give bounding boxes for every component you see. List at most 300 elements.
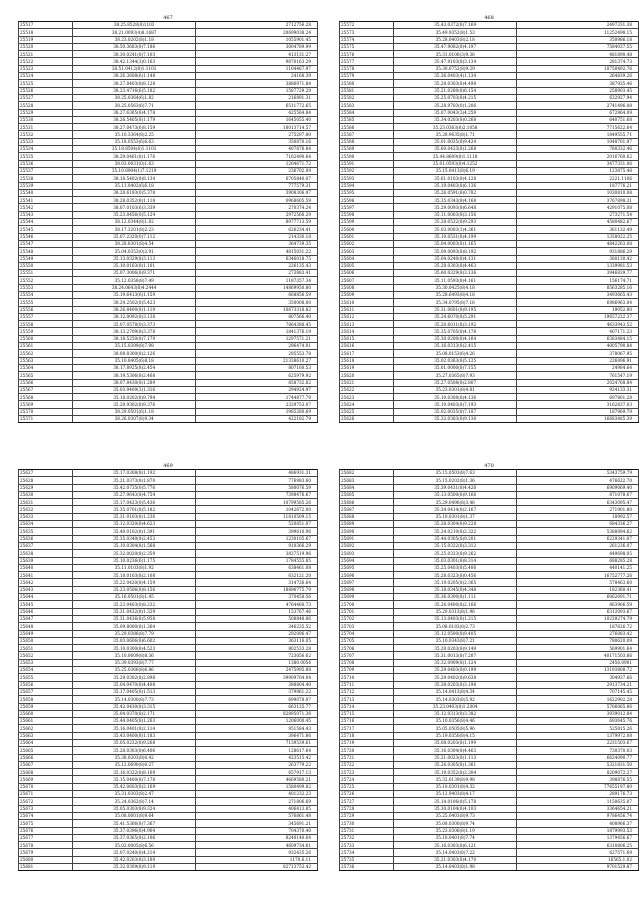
row-number-cell: 25519 [19,36,73,43]
code-cell: 35.05.0505(8)5.96 [394,725,517,732]
amount-cell: 10799585.26 [196,499,318,506]
row-number-cell: 25654 [19,667,73,674]
row-number-cell: 25726 [340,791,394,798]
amount-cell: 858732.82 [196,379,318,386]
amount-cell: 6705840.07 [196,175,318,182]
code-cell: 35.18.8504(6)1.1101 [73,146,196,153]
table-row [340,696,639,703]
code-cell: 35.12.0690(8)0.27 [73,761,196,768]
row-number-cell: 25608 [340,284,394,291]
amount-cell: 730370.03 [517,747,639,754]
amount-cell: 2016760.62 [517,153,639,160]
code-cell: 38.50.3683(8)7.186 [73,43,196,50]
table-row [19,732,318,739]
code-cell: 35.16.0501(8)1.45 [73,594,196,601]
row-number-cell: 25597 [340,204,394,211]
row-number-cell: 25602 [340,240,394,247]
code-cell: 35.15.0322(8)3.312 [394,542,517,549]
amount-cell: 1104467.97 [196,65,318,72]
amount-cell: 263779.22 [196,761,318,768]
amount-cell: 580076.59 [196,484,318,491]
row-number-cell: 25559 [19,328,73,335]
amount-cell: 2497331.38 [517,22,639,29]
code-cell: 35.07.2320(0)7.112 [73,233,196,240]
row-number-cell: 25530 [19,116,73,123]
row-number-cell: 25555 [19,299,73,306]
amount-cell: 1206000.45 [196,718,318,725]
row-number-cell: 25632 [19,506,73,513]
table-row [340,204,639,211]
code-cell: 35.14.0106(8)5.178 [394,798,517,805]
table-row [340,94,639,101]
code-cell: 35.08.0300(8)9.74 [394,820,517,827]
amount-cell: 425564.84 [196,109,318,116]
code-cell: 38.25.0364(6)1.82 [73,94,196,101]
code-cell: 35.23.0363(8)2.1058 [394,124,517,131]
table-row [340,834,639,841]
row-number-cell: 25636 [19,535,73,542]
row-number-cell: 25584 [340,109,394,116]
table-row [340,579,639,586]
code-cell: 35.35.0701(8)5.182 [73,506,196,513]
amount-cell: 273883.41 [196,270,318,277]
table-row [340,637,639,644]
table-row [19,864,318,871]
table-row [340,211,639,218]
table-row [19,146,318,153]
code-cell: 35.15.0202(8)1.36 [394,477,517,484]
amount-cell: 1587729.29 [196,87,318,94]
row-number-cell: 25627 [19,470,73,477]
row-number-cell: 25545 [19,226,73,233]
amount-cell: 236702.09 [196,167,318,174]
table-row [340,379,639,386]
amount-cell: 520851.07 [196,521,318,528]
table-row [19,80,318,87]
table-row [19,645,318,652]
table-row [340,783,639,790]
code-cell: 35.38.0304(8)9.228 [394,521,517,528]
amount-cell: 761547.19 [517,372,639,379]
table-row [19,827,318,834]
table-row [19,856,318,863]
row-number-cell: 25558 [19,321,73,328]
table-row [19,470,318,477]
code-cell: 35.28.0303(8)4.498 [394,80,517,87]
row-number-cell: 25587 [340,131,394,138]
amount-cell: 4609734.61 [196,842,318,849]
amount-cell: 18896775.79 [196,586,318,593]
row-number-cell: 25641 [19,572,73,579]
amount-cell: 18013714.57 [196,124,318,131]
row-number-cell: 25622 [340,386,394,393]
row-number-cell: 25687 [340,506,394,513]
code-cell: 35.21.0373(8)1.870 [73,477,196,484]
table-row [340,262,639,269]
amount-cell: 6346018.75 [196,255,318,262]
row-number-cell: 25585 [340,116,394,123]
table-row [340,594,639,601]
code-cell: 35.10.0236(6)1.175 [73,557,196,564]
table-row [19,65,318,72]
table-row [340,725,639,732]
row-number-cell: 25734 [340,849,394,856]
code-cell: 35.10.0343(8)7.21 [394,637,517,644]
code-cell: 35.28.9703(0)1.206 [394,102,517,109]
row-number-cell: 25536 [19,160,73,167]
row-number-cell: 25583 [340,102,394,109]
table-row [340,703,639,710]
table-row [19,197,318,204]
table-row [19,542,318,549]
code-cell: 35.29.0386(8)7.79 [73,630,196,637]
amount-cell: 187969.79 [517,408,639,415]
row-number-cell: 25714 [340,703,394,710]
table-row [19,189,318,196]
table-row [19,834,318,841]
records-table [339,469,639,871]
table-row [340,372,639,379]
amount-cell: 187776.21 [517,182,639,189]
row-number-cell: 25599 [340,219,394,226]
table-row [19,58,318,65]
amount-cell: 632121.20 [196,572,318,579]
table-row [340,29,639,36]
table-row [340,364,639,371]
row-number-cell: 25735 [340,856,394,863]
row-number-cell: 25609 [340,291,394,298]
code-cell: 35.25.0403(8)9.73 [394,812,517,819]
table-row [19,572,318,579]
code-cell: 35.14.0303(8)5.92 [394,696,517,703]
table-row [19,594,318,601]
code-cell: 35.32.0909(8)1.124 [394,659,517,666]
amount-cell: 14869950.80 [196,284,318,291]
row-number-cell: 25688 [340,513,394,520]
code-cell: 35.24.0210(8)2.322 [394,528,517,535]
records-table [18,469,318,871]
row-number-cell: 25535 [19,153,73,160]
code-cell: 35.28.0323(8)0.456 [394,572,517,579]
code-cell: 35.10.0163(8)1.101 [73,262,196,269]
code-cell: 35.25.0366(8)6.86 [73,667,196,674]
amount-cell: 8563285.16 [517,284,639,291]
code-cell: 38.30.0241(8)7.103 [73,51,196,58]
table-row [19,696,318,703]
amount-cell: 388804.40 [196,681,318,688]
table-row [340,754,639,761]
code-cell: 35.14.0403(8)1.98 [394,864,517,871]
table-row [340,688,639,695]
table-row [19,710,318,717]
table-row [19,674,318,681]
amount-cell: 153767.46 [196,608,318,615]
row-number-cell: 25529 [19,109,73,116]
table-row [340,477,639,484]
code-cell: 35.10.0609(8)8.36 [73,652,196,659]
table-row [340,550,639,557]
amount-cell: 20699038.24 [196,29,318,36]
row-number-cell: 25528 [19,102,73,109]
table-row [340,248,639,255]
code-cell: 35.07.3006(8)9.371 [73,270,196,277]
code-cell: 35.10.0401(8)7.74 [394,834,517,841]
table-row [19,204,318,211]
row-number-cell: 25598 [340,211,394,218]
amount-cell: 16752777.26 [517,572,639,579]
table-row [19,623,318,630]
table-row [19,812,318,819]
row-number-cell: 25684 [340,484,394,491]
table-row [19,167,318,174]
code-cell: 35.34.0795(8)7.16 [394,299,517,306]
amount-cell: 13193808.72 [517,667,639,674]
table-row [19,153,318,160]
row-number-cell: 25522 [19,58,73,65]
amount-cell: 387935.46 [517,80,639,87]
code-cell: 35.23.0506(8)8.156 [73,586,196,593]
amount-cell: 657917.13 [196,769,318,776]
table-row [19,688,318,695]
code-cell: 35.02.0035(8)7.187 [394,408,517,415]
row-number-cell: 25631 [19,499,73,506]
amount-cell: 345691.21 [196,820,318,827]
amount-cell: 2456.0901 [517,659,639,666]
table-row [19,364,318,371]
table-row [340,328,639,335]
amount-cell: 449698.05 [517,550,639,557]
code-cell: 35.38.0203(8)3.198 [394,681,517,688]
code-cell: 35.05.0303(8)9.324 [73,805,196,812]
code-cell: 35.10.0300(8)4.523 [73,645,196,652]
amount-cell: 2231503.67 [517,739,639,746]
page-number: 469 [163,463,173,469]
code-cell: 35.15.0400(8)7.178 [73,776,196,783]
table-row [19,703,318,710]
amount-cell: 1379456.67 [517,834,639,841]
row-number-cell: 25665 [19,747,73,754]
table-row [19,805,318,812]
amount-cell: 693645.76 [517,718,639,725]
code-cell: 38.27.0473(6)8.159 [73,124,196,131]
row-number-cell: 25624 [340,401,394,408]
table-row [19,386,318,393]
code-cell: 38.51.0412(8)1.1101 [73,65,196,72]
row-number-cell: 25722 [340,761,394,768]
code-cell: 35.21.0023(8)1.113 [394,754,517,761]
amount-cell: 1030810.08 [517,189,639,196]
table-row [19,535,318,542]
code-cell: 38.26.0307(8)9.34 [73,416,196,423]
amount-cell: 1297571.21 [196,335,318,342]
row-number-cell: 25663 [19,732,73,739]
code-cell: 35.04.0470(8)4.408 [73,681,196,688]
table-row [340,557,639,564]
row-number-cell: 25711 [340,681,394,688]
table-row [340,335,639,342]
row-number-cell: 25639 [19,557,73,564]
table-row [340,299,639,306]
code-cell: 35.10.3364(8)2.25 [73,131,196,138]
table-row [19,506,318,513]
table-row [19,51,318,58]
code-cell: 35.29.0403(8)0.199 [394,667,517,674]
row-number-cell: 25698 [340,586,394,593]
row-number-cell: 25600 [340,226,394,233]
row-number-cell: 25701 [340,608,394,615]
amount-cell: 16565.1.02 [517,856,639,863]
row-number-cell: 25560 [19,335,73,342]
amount-cell: 5321831.50 [517,761,639,768]
table-row [340,350,639,357]
table-row [340,197,639,204]
row-number-cell: 25682 [340,470,394,477]
code-cell: 35.31.0106(3)9.36 [394,51,517,58]
row-number-cell: 25577 [340,58,394,65]
table-row [340,710,639,717]
table-row [19,138,318,145]
row-number-cell: 25538 [19,175,73,182]
amount-cell: 2741496.08 [517,102,639,109]
table-row [340,608,639,615]
row-number-cell: 25576 [340,51,394,58]
code-cell: 38.28.6193(0)5.378 [73,189,196,196]
table-row [19,306,318,313]
amount-cell: 11810509.15 [196,513,318,520]
code-cell: 35.26.0400(8)2.166 [394,601,517,608]
row-number-cell: 25727 [340,798,394,805]
table-row [19,372,318,379]
table-row [340,528,639,535]
table-row [19,219,318,226]
code-cell: 35.08.0203(8)1.199 [394,739,517,746]
table-row [340,761,639,768]
row-number-cell: 25706 [340,645,394,652]
row-number-cell: 25575 [340,43,394,50]
code-cell: 35.10.0308(8)4.136 [394,394,517,401]
table-row [340,255,639,262]
code-cell: 35.47.9082(8)4.197 [394,43,517,50]
table-row [340,630,639,637]
table-row [19,408,318,415]
code-cell: 35.25.0703(8)4.215 [394,94,517,101]
code-cell: 35.43.0400(8)1.183 [73,732,196,739]
row-number-cell: 25601 [340,233,394,240]
code-cell: 35.14.0300(8)7.73 [73,696,196,703]
amount-cell: 8209072.27 [517,769,639,776]
row-number-cell: 25541 [19,197,73,204]
row-number-cell: 25646 [19,608,73,615]
code-cell: 35.30.0200(8)4.164 [394,335,517,342]
row-number-cell: 25713 [340,696,394,703]
amount-cell: 422182.79 [196,416,318,423]
table-row [19,160,318,167]
code-cell: 35.31.0432(8)1.329 [73,608,196,615]
code-cell: 35.11.0003(8)3.156 [394,211,517,218]
table-row [340,586,639,593]
code-cell: 35.29.9302(8)9.376 [73,401,196,408]
row-number-cell: 25531 [19,124,73,131]
amount-cell: 707145.45 [517,688,639,695]
table-row [19,175,318,182]
code-cell: 38.12.0092(8)3.138 [73,313,196,320]
row-number-cell: 25582 [340,94,394,101]
code-cell: 35.11.0593(8)4.161 [394,277,517,284]
row-number-cell: 25694 [340,557,394,564]
amount-cell: 863966.59 [517,601,639,608]
code-cell: 35.02.0005(8)6.56 [73,842,196,849]
amount-cell: 423515.42 [196,754,318,761]
code-cell: 35.24.6070(8)5.291 [394,313,517,320]
row-number-cell: 25635 [19,528,73,535]
table-row [19,484,318,491]
code-cell: 35.02.0363(8)5.125 [394,357,517,364]
amount-cell: 672864.09 [517,109,639,116]
amount-cell: 407876.84 [196,146,318,153]
table-row [340,124,639,131]
code-cell: 35.04.0370(8)2.171 [73,710,196,717]
amount-cell: 399610.96 [196,528,318,535]
table-row [340,849,639,856]
code-cell: 38.07.8430(8)1.289 [73,379,196,386]
table-row [19,477,318,484]
amount-cell: 3767898.31 [517,197,639,204]
table-row [340,484,639,491]
row-number-cell: 25586 [340,124,394,131]
code-cell: 35.12.9403(8)4.17 [394,791,517,798]
amount-cell: 406413.85 [196,805,318,812]
row-number-cell: 25695 [340,564,394,571]
table-row [340,146,639,153]
amount-cell: 363116.05 [196,637,318,644]
table-row [19,659,318,666]
row-number-cell: 25564 [19,364,73,371]
amount-cell: 932435.26 [196,849,318,856]
row-number-cell: 25700 [340,601,394,608]
code-cell: 35.61.0103(8)4.128 [394,175,517,182]
amount-cell: 214330.18 [196,233,318,240]
amount-cell: 4005790.84 [517,343,639,350]
table-row [340,160,639,167]
code-cell: 35.08.0001(8)9.64 [73,812,196,819]
amount-cell: 407171.23 [517,328,639,335]
table-row [19,725,318,732]
table-row [19,849,318,856]
code-cell: 35.27.0365(8)7.93 [394,372,517,379]
code-cell: 35.05.0232(8)9.268 [73,739,196,746]
code-cell: 35.31.0013(8)7.207 [394,652,517,659]
amount-cell: 6986963.04 [517,299,639,306]
code-cell: 35.01.0035(8)9.424 [394,138,517,145]
code-cell: 35.10.8405(6)8.18 [73,357,196,364]
row-number-cell: 25543 [19,211,73,218]
row-number-cell: 25579 [340,73,394,80]
row-number-cell: 25550 [19,262,73,269]
table-row [19,791,318,798]
table-row [19,131,318,138]
code-cell: 35.26.0305(8)1.361 [394,761,517,768]
row-number-cell: 25580 [340,80,394,87]
code-cell: 35.20.0313(8)1.96 [394,608,517,615]
amount-cell: 275297.80 [196,131,318,138]
amount-cell: 370458.56 [196,594,318,601]
row-number-cell: 25551 [19,270,73,277]
amount-cell: 10750492.76 [517,65,639,72]
amount-cell: 1042672.00 [196,506,318,513]
table-row [19,87,318,94]
code-cell: 35.12.0320(8)4.623 [73,521,196,528]
code-cell: 35.11.0103(8)1.92 [73,564,196,571]
